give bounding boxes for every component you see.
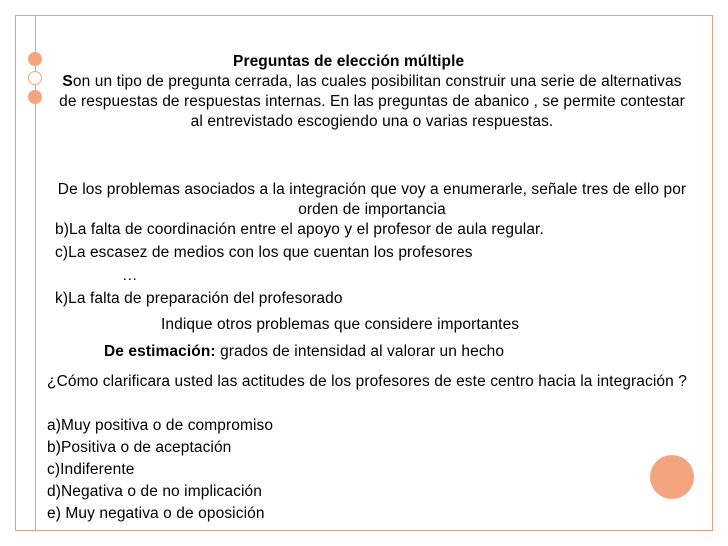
slide-title: Preguntas de elección múltiple	[233, 53, 465, 70]
intro-first-letter: S	[62, 73, 73, 90]
question-2-text: ¿Cómo clarificara usted las actitudes de los profesores de este centro hacia la integración ?	[47, 373, 687, 390]
q1-item-k: k)La falta de preparación del profesorado	[55, 290, 343, 307]
q2-option-e: e) Muy negativa o de oposición	[47, 505, 265, 522]
intro-paragraph	[52, 72, 692, 132]
q1-other-prompt: Indique otros problemas que considere importantes	[161, 316, 520, 333]
estimacion-text: grados de intensidad al valorar un hecho	[215, 343, 505, 360]
question-1-text: De los problemas asociados a la integración que voy a enumerarle, señale tres de ello por orden de importancia	[57, 181, 687, 218]
q1-item-ellipsis: …	[122, 267, 138, 284]
estimacion-label: De estimación:	[104, 343, 216, 360]
q1-item-c: c)La escasez de medios con los que cuentan los profesores	[55, 244, 473, 261]
q2-option-a: a)Muy positiva o de compromiso	[47, 417, 274, 434]
q2-option-c: c)Indiferente	[47, 461, 135, 478]
q1-item-b: b)La falta de coordinación entre el apoyo y el profesor de aula regular.	[55, 221, 544, 238]
estimacion-line	[104, 342, 504, 362]
intro-text: on un tipo de pregunta cerrada, las cuales posibilitan construir una serie de alternativas de respuestas de respuestas internas. En las preguntas de abanico , se permite contestar al entrevistado escogiendo una o varias respuestas.	[59, 73, 685, 130]
q2-option-d: d)Negativa o de no implicación	[47, 483, 262, 500]
q2-option-b: b)Positiva o de aceptación	[47, 439, 232, 456]
